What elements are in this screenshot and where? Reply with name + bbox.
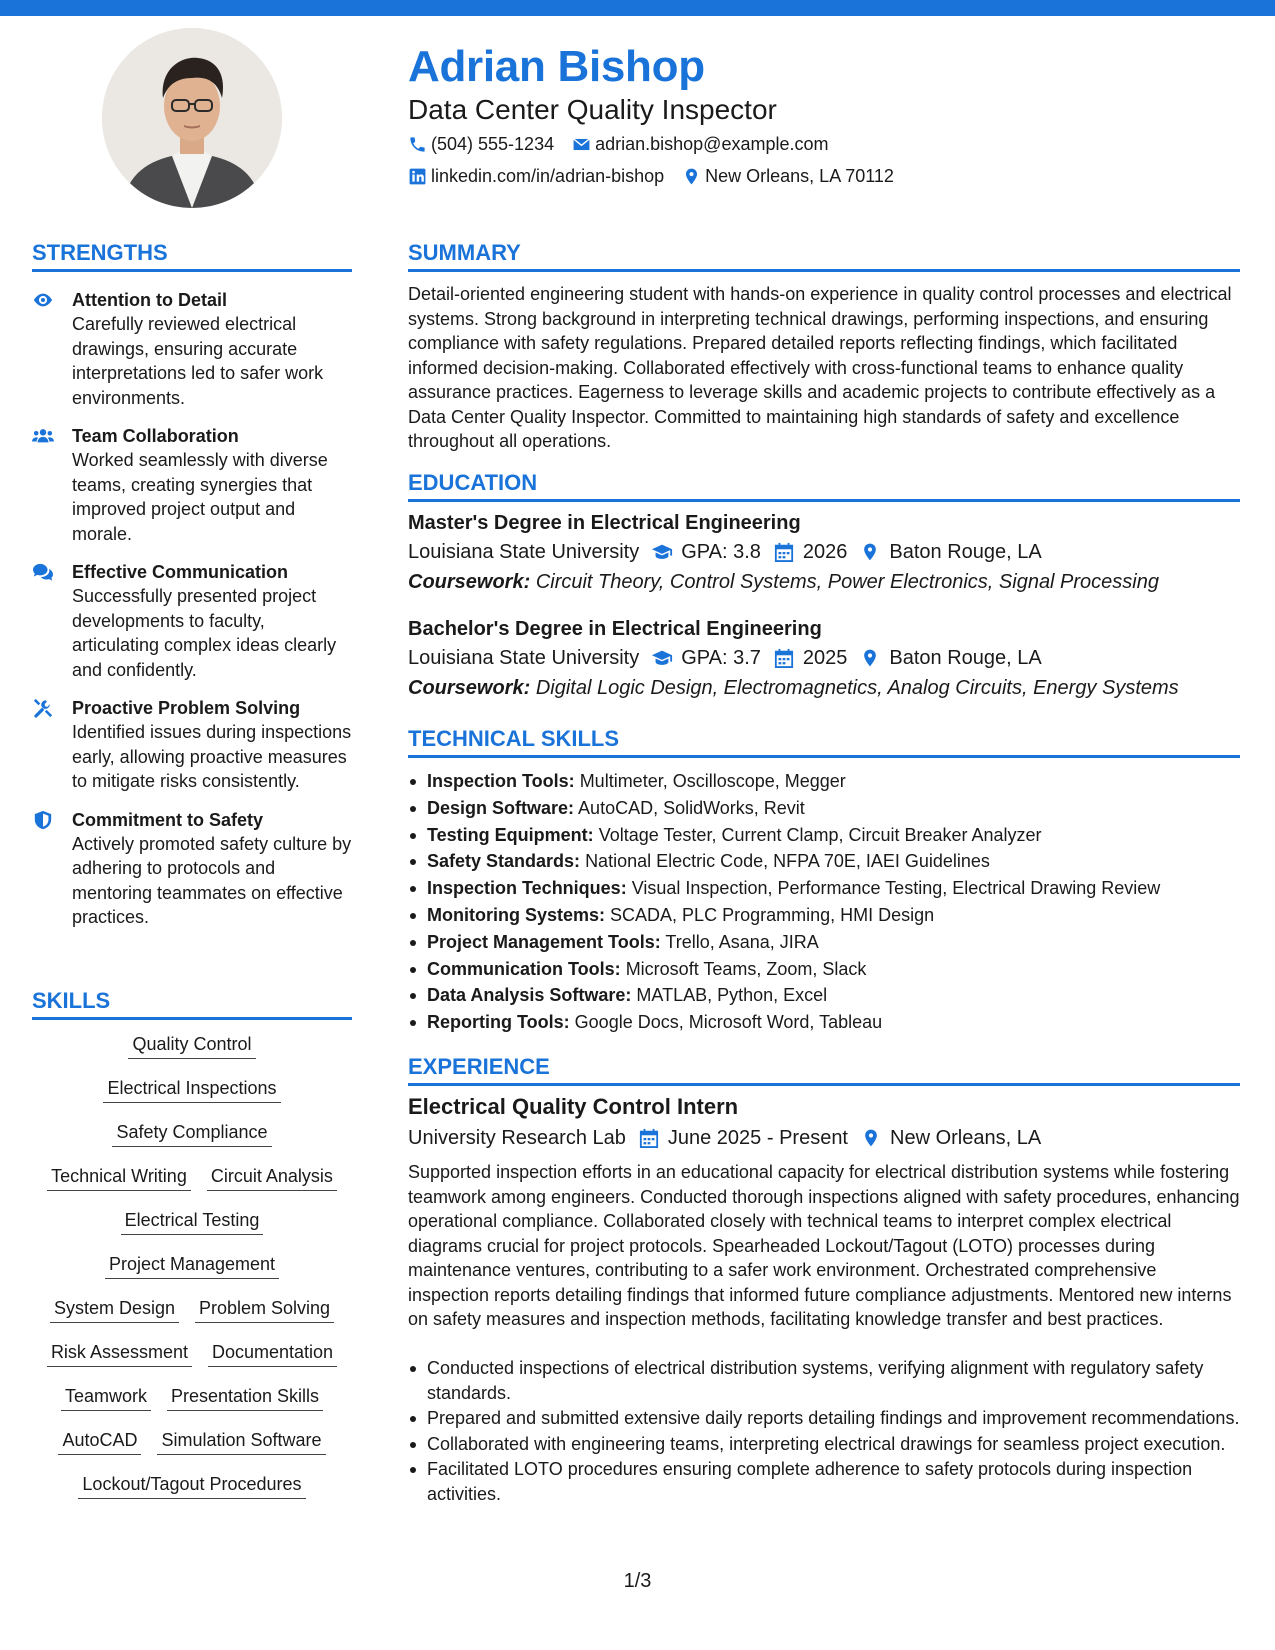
strength-item bbox=[32, 560, 362, 682]
skill-tag: Problem Solving bbox=[195, 1296, 334, 1323]
strengths-list bbox=[32, 288, 362, 944]
tech-skill-label: Monitoring Systems: bbox=[427, 904, 606, 925]
eye-icon bbox=[32, 290, 54, 310]
skills-tags bbox=[32, 1032, 352, 1516]
tech-skill-value: Multimeter, Oscilloscope, Megger bbox=[579, 771, 846, 791]
strength-title: Attention to Detail bbox=[72, 290, 227, 310]
strength-item bbox=[32, 424, 362, 546]
top-accent-bar bbox=[0, 0, 1275, 16]
shield-icon bbox=[32, 810, 54, 830]
profile-photo bbox=[102, 28, 282, 208]
location-text: New Orleans, LA 70112 bbox=[705, 166, 894, 186]
school-name: Louisiana State University bbox=[408, 541, 640, 563]
skill-tag: Simulation Software bbox=[157, 1428, 325, 1455]
employer-name: University Research Lab bbox=[408, 1127, 626, 1149]
tools-icon bbox=[32, 698, 54, 718]
skill-tag: Project Management bbox=[105, 1252, 279, 1279]
skill-tag: Presentation Skills bbox=[167, 1384, 323, 1411]
graduation-cap-icon bbox=[651, 542, 673, 562]
list-item: Collaborated with engineering teams, interpreting electrical drawings for seamless project execution. bbox=[408, 1432, 1242, 1457]
grad-year: 2025 bbox=[802, 647, 848, 669]
list-item: Prepared and submitted extensive daily reports detailing findings and improvement recommendations. bbox=[408, 1406, 1242, 1431]
tech-skill-value: Voltage Tester, Current Clamp, Circuit Breaker Analyzer bbox=[598, 824, 1042, 845]
contact-row-2 bbox=[408, 166, 912, 187]
experience-heading: EXPERIENCE bbox=[408, 1054, 1240, 1086]
location-contact bbox=[682, 166, 894, 187]
skill-tag: Quality Control bbox=[128, 1032, 255, 1059]
skill-tag: Electrical Inspections bbox=[103, 1076, 280, 1103]
gpa: GPA: 3.7 bbox=[681, 647, 761, 669]
school-location: Baton Rouge, LA bbox=[889, 541, 1042, 563]
strength-title: Commitment to Safety bbox=[72, 809, 264, 830]
list-item bbox=[408, 1009, 1242, 1036]
linkedin-text: linkedin.com/in/adrian-bishop bbox=[431, 166, 665, 186]
list-item bbox=[408, 822, 1242, 849]
school-location: Baton Rouge, LA bbox=[889, 647, 1042, 669]
tech-skill-label: Communication Tools: bbox=[427, 958, 621, 979]
strength-item bbox=[32, 808, 362, 930]
list-item bbox=[408, 875, 1242, 902]
tech-skill-label: Safety Standards: bbox=[427, 851, 581, 872]
comments-icon bbox=[32, 562, 54, 582]
email-text: adrian.bishop@example.com bbox=[595, 134, 829, 154]
map-pin-icon bbox=[860, 1128, 882, 1148]
envelope-icon bbox=[572, 135, 591, 154]
strength-desc: Identified issues during inspections early, allowing proactive measures to mitigate risks consistently. bbox=[72, 722, 352, 791]
contact-row-1 bbox=[408, 134, 847, 155]
coursework bbox=[408, 674, 1242, 702]
skill-tag: Electrical Testing bbox=[121, 1208, 264, 1235]
strength-item bbox=[32, 696, 362, 794]
phone-icon bbox=[408, 135, 427, 154]
linkedin-contact[interactable] bbox=[408, 166, 664, 187]
strength-desc: Successfully presented project developments to faculty, articulating complex ideas clearly and confidently. bbox=[72, 586, 337, 680]
list-item: Facilitated LOTO procedures ensuring complete adherence to safety protocols during inspection activities. bbox=[408, 1457, 1242, 1506]
education-entry bbox=[408, 510, 1242, 596]
calendar-icon bbox=[773, 542, 795, 562]
tech-skill-value: Microsoft Teams, Zoom, Slack bbox=[625, 958, 867, 979]
tech-skill-label: Project Management Tools: bbox=[427, 931, 661, 952]
coursework-label: Coursework: bbox=[408, 571, 531, 593]
grad-year: 2026 bbox=[802, 541, 848, 563]
skill-tag: Risk Assessment bbox=[47, 1340, 192, 1367]
tech-skill-value: MATLAB, Python, Excel bbox=[636, 985, 828, 1006]
summary-text: Detail-oriented engineering student with hands-on experience in quality control processes and electrical systems. Strong background in interpreting technical drawings, performing inspections, and ensuring compliance with safety regulations. Prepared detailed reports reflecting findings, which facilitated informed decision-making. Collaborated effectively with cross-functional teams to enhance quality assurance practices. Eagerness to leverage skills and academic projects to contribute effectively as a Data Center Quality Inspector. Committed to maintaining high standards of safety and excellence throughout all operations. bbox=[408, 284, 1232, 451]
list-item bbox=[408, 929, 1242, 956]
education-meta bbox=[408, 644, 1242, 672]
strength-item bbox=[32, 288, 362, 410]
degree-title: Bachelor's Degree in Electrical Engineering bbox=[408, 618, 822, 640]
tech-skill-label: Inspection Techniques: bbox=[427, 878, 627, 899]
skill-tag: Documentation bbox=[208, 1340, 337, 1367]
calendar-icon bbox=[638, 1128, 660, 1148]
summary-heading: SUMMARY bbox=[408, 240, 1240, 272]
education-heading: EDUCATION bbox=[408, 470, 1240, 502]
map-pin-icon bbox=[682, 167, 701, 186]
users-icon bbox=[32, 426, 54, 446]
experience-description: Supported inspection efforts in an educational capacity for electrical distribution systems while fostering teamwork among engineers. Conducted thorough inspections aligned with safety procedures, enhancing operational compliance. Collaborated closely with technical teams to interpret complex electrical diagrams crucial for project protocols. Spearheaded Lockout/Tagout (LOTO) processes during maintenance ventures, contributing to a safer work environment. Orchestrated comprehensive inspection reports detailing findings that informed future compliance adjustments. Mentored new interns on safety measures and inspection methods, facilitating knowledge transfer and best practices. bbox=[408, 1162, 1240, 1329]
experience-meta bbox=[408, 1124, 1041, 1152]
coursework bbox=[408, 568, 1242, 596]
strengths-heading: STRENGTHS bbox=[32, 240, 352, 272]
strength-desc: Worked seamlessly with diverse teams, creating synergies that improved project output and morale. bbox=[72, 450, 328, 544]
phone-contact[interactable] bbox=[408, 134, 554, 155]
tech-skill-label: Design Software: bbox=[427, 797, 575, 818]
list-item bbox=[408, 956, 1242, 983]
tech-skill-value: Visual Inspection, Performance Testing, Electrical Drawing Review bbox=[631, 878, 1161, 899]
gpa: GPA: 3.8 bbox=[681, 541, 761, 563]
coursework-label: Coursework: bbox=[408, 677, 531, 699]
tech-skill-label: Reporting Tools: bbox=[427, 1012, 570, 1033]
skill-tag: Circuit Analysis bbox=[207, 1164, 337, 1191]
skill-tag: System Design bbox=[50, 1296, 179, 1323]
job-role-title: Electrical Quality Control Intern bbox=[408, 1094, 739, 1119]
strength-desc: Carefully reviewed electrical drawings, ensuring accurate interpretations led to safer work environments. bbox=[72, 314, 324, 408]
coursework-list: Digital Logic Design, Electromagnetics, Analog Circuits, Energy Systems bbox=[535, 677, 1179, 699]
coursework-list: Circuit Theory, Control Systems, Power Electronics, Signal Processing bbox=[535, 571, 1159, 593]
list-item bbox=[408, 848, 1242, 875]
skill-tag: Lockout/Tagout Procedures bbox=[78, 1472, 305, 1499]
map-pin-icon bbox=[859, 648, 881, 668]
employment-location: New Orleans, LA bbox=[890, 1127, 1042, 1149]
tech-skill-value: National Electric Code, NFPA 70E, IAEI Guidelines bbox=[585, 851, 990, 872]
page-number: 1/3 bbox=[623, 1570, 652, 1592]
skill-tag: Technical Writing bbox=[47, 1164, 191, 1191]
technical-skills-list bbox=[408, 768, 1242, 1036]
tech-skill-label: Data Analysis Software: bbox=[427, 985, 632, 1006]
strength-desc: Actively promoted safety culture by adhering to protocols and mentoring teammates on effective practices. bbox=[72, 833, 352, 927]
tech-skill-label: Inspection Tools: bbox=[427, 771, 575, 791]
strength-title: Effective Communication bbox=[72, 562, 289, 582]
strength-title: Team Collaboration bbox=[72, 426, 239, 446]
skill-tag: Safety Compliance bbox=[112, 1120, 271, 1147]
list-item bbox=[408, 795, 1242, 822]
skill-tag: AutoCAD bbox=[58, 1428, 141, 1455]
list-item bbox=[408, 902, 1242, 929]
education-meta bbox=[408, 538, 1242, 566]
tech-skill-value: Trello, Asana, JIRA bbox=[665, 931, 819, 952]
skill-tag: Teamwork bbox=[61, 1384, 151, 1411]
calendar-icon bbox=[773, 648, 795, 668]
phone-text: (504) 555-1234 bbox=[431, 134, 555, 154]
tech-skill-value: Google Docs, Microsoft Word, Tableau bbox=[574, 1012, 883, 1033]
job-title: Data Center Quality Inspector bbox=[408, 94, 777, 125]
map-pin-icon bbox=[859, 542, 881, 562]
list-item: Conducted inspections of electrical distribution systems, verifying alignment with regulatory safety standards. bbox=[408, 1356, 1242, 1405]
graduation-cap-icon bbox=[651, 648, 673, 668]
email-contact[interactable] bbox=[572, 134, 828, 155]
experience-bullets bbox=[408, 1356, 1242, 1507]
list-item bbox=[408, 768, 1242, 795]
skills-heading: SKILLS bbox=[32, 988, 352, 1020]
school-name: Louisiana State University bbox=[408, 647, 640, 669]
candidate-name: Adrian Bishop bbox=[408, 42, 705, 91]
tech-skill-value: SCADA, PLC Programming, HMI Design bbox=[610, 904, 935, 925]
strength-title: Proactive Problem Solving bbox=[72, 698, 301, 718]
degree-title: Master's Degree in Electrical Engineering bbox=[408, 512, 801, 534]
employment-dates: June 2025 - Present bbox=[667, 1127, 848, 1149]
tech-skill-value: AutoCAD, SolidWorks, Revit bbox=[578, 797, 805, 818]
list-item bbox=[408, 982, 1242, 1009]
technical-skills-heading: TECHNICAL SKILLS bbox=[408, 726, 1240, 758]
tech-skill-label: Testing Equipment: bbox=[427, 824, 594, 845]
education-entry bbox=[408, 616, 1242, 702]
linkedin-icon bbox=[408, 167, 427, 186]
